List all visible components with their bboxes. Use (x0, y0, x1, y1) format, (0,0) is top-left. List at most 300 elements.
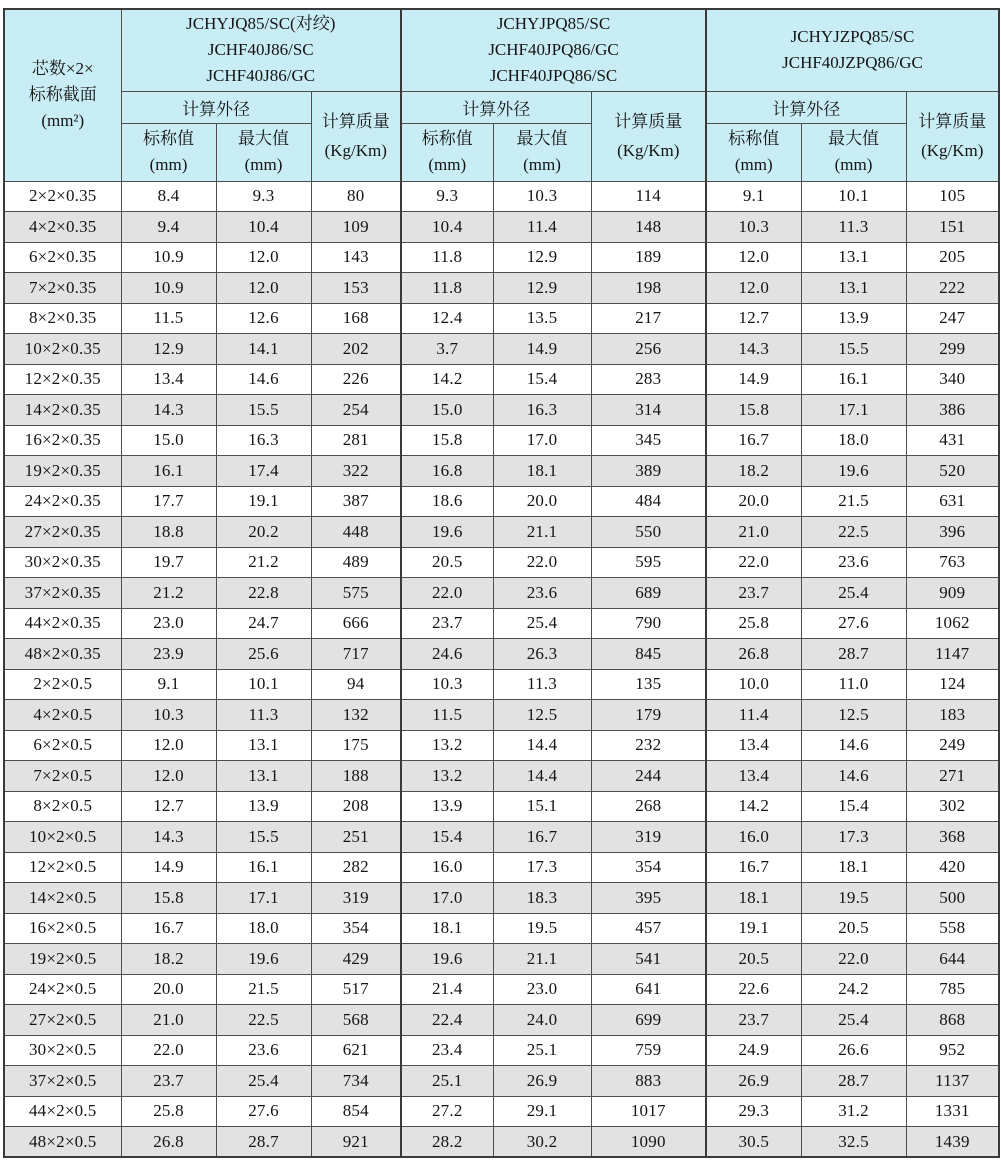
value-cell: 25.8 (706, 608, 801, 639)
value-cell: 13.2 (401, 730, 493, 761)
value-cell: 520 (906, 456, 999, 487)
table-row (4, 608, 999, 639)
cable-spec-table-container (3, 8, 998, 1158)
value-cell: 18.3 (493, 883, 591, 914)
value-cell: 20.0 (121, 974, 216, 1005)
value-cell: 20.5 (401, 547, 493, 578)
value-cell: 11.4 (706, 700, 801, 731)
value-cell: 368 (906, 822, 999, 853)
spec-cell: 16×2×0.35 (4, 425, 121, 456)
group2-models-header (401, 9, 706, 91)
table-row (4, 913, 999, 944)
value-cell: 431 (906, 425, 999, 456)
value-cell: 20.0 (493, 486, 591, 517)
spec-cell: 16×2×0.5 (4, 913, 121, 944)
value-cell: 25.1 (493, 1035, 591, 1066)
value-cell: 18.8 (121, 517, 216, 548)
value-cell: 20.5 (801, 913, 906, 944)
value-cell: 271 (906, 761, 999, 792)
value-cell: 26.8 (706, 639, 801, 670)
value-cell: 16.3 (493, 395, 591, 426)
value-cell: 247 (906, 303, 999, 334)
value-cell: 9.1 (706, 181, 801, 212)
value-cell: 249 (906, 730, 999, 761)
model-name: JCHYJZPQ85/SC (790, 27, 915, 47)
value-cell: 28.7 (801, 639, 906, 670)
value-cell: 952 (906, 1035, 999, 1066)
value-cell: 785 (906, 974, 999, 1005)
value-cell: 12.5 (801, 700, 906, 731)
model-name: JCHYJPQ85/SC (496, 14, 611, 34)
value-cell: 135 (591, 669, 706, 700)
mass-label: 计算质量 (321, 112, 390, 131)
group1-models-header (121, 9, 401, 91)
value-cell: 282 (311, 852, 401, 883)
value-cell: 13.9 (801, 303, 906, 334)
table-row (4, 1035, 999, 1066)
value-cell: 151 (906, 212, 999, 243)
table-row (4, 791, 999, 822)
value-cell: 314 (591, 395, 706, 426)
value-cell: 11.3 (801, 212, 906, 243)
value-cell: 10.9 (121, 242, 216, 273)
value-cell: 29.1 (493, 1096, 591, 1127)
value-cell: 21.5 (801, 486, 906, 517)
value-cell: 27.6 (216, 1096, 311, 1127)
value-cell: 20.2 (216, 517, 311, 548)
value-cell: 19.5 (493, 913, 591, 944)
value-cell: 23.0 (121, 608, 216, 639)
spec-cell: 7×2×0.5 (4, 761, 121, 792)
value-cell: 15.8 (121, 883, 216, 914)
value-cell: 15.8 (706, 395, 801, 426)
spec-cell: 4×2×0.35 (4, 212, 121, 243)
value-cell: 12.7 (121, 791, 216, 822)
value-cell: 883 (591, 1066, 706, 1097)
value-cell: 283 (591, 364, 706, 395)
spec-cell: 19×2×0.5 (4, 944, 121, 975)
table-row (4, 486, 999, 517)
value-cell: 12.0 (216, 273, 311, 304)
value-cell: 23.0 (493, 974, 591, 1005)
spec-cell: 8×2×0.5 (4, 791, 121, 822)
value-cell: 208 (311, 791, 401, 822)
value-cell: 10.4 (401, 212, 493, 243)
spec-cell: 12×2×0.35 (4, 364, 121, 395)
value-cell: 26.9 (706, 1066, 801, 1097)
table-row (4, 303, 999, 334)
value-cell: 10.3 (121, 700, 216, 731)
value-cell: 28.7 (216, 1127, 311, 1158)
value-cell: 10.3 (401, 669, 493, 700)
value-cell: 15.5 (216, 395, 311, 426)
value-cell: 21.2 (216, 547, 311, 578)
value-cell: 12.9 (493, 242, 591, 273)
table-row (4, 425, 999, 456)
value-cell: 18.2 (706, 456, 801, 487)
table-row (4, 242, 999, 273)
value-cell: 18.6 (401, 486, 493, 517)
value-cell: 94 (311, 669, 401, 700)
value-cell: 24.2 (801, 974, 906, 1005)
value-cell: 25.4 (493, 608, 591, 639)
value-cell: 23.7 (706, 578, 801, 609)
value-cell: 222 (906, 273, 999, 304)
table-row (4, 944, 999, 975)
value-cell: 202 (311, 334, 401, 365)
value-cell: 15.4 (801, 791, 906, 822)
table-row (4, 273, 999, 304)
spec-cell: 37×2×0.35 (4, 578, 121, 609)
value-cell: 13.1 (801, 273, 906, 304)
spec-cell: 7×2×0.35 (4, 273, 121, 304)
spec-cell: 4×2×0.5 (4, 700, 121, 731)
value-cell: 19.6 (401, 517, 493, 548)
value-cell: 26.8 (121, 1127, 216, 1158)
value-cell: 13.4 (706, 730, 801, 761)
value-cell: 29.3 (706, 1096, 801, 1127)
value-cell: 1062 (906, 608, 999, 639)
value-cell: 20.0 (706, 486, 801, 517)
value-cell: 17.0 (493, 425, 591, 456)
value-cell: 23.9 (121, 639, 216, 670)
value-cell: 179 (591, 700, 706, 731)
value-cell: 15.5 (801, 334, 906, 365)
table-row (4, 883, 999, 914)
mass-unit: (Kg/Km) (324, 141, 387, 160)
value-cell: 12.6 (216, 303, 311, 334)
table-row (4, 456, 999, 487)
value-cell: 168 (311, 303, 401, 334)
value-cell: 395 (591, 883, 706, 914)
value-cell: 909 (906, 578, 999, 609)
value-cell: 251 (311, 822, 401, 853)
value-cell: 13.5 (493, 303, 591, 334)
group3-outer-diameter-header: 计算外径 (706, 91, 906, 123)
group3-mass-header (906, 91, 999, 181)
value-cell: 11.8 (401, 242, 493, 273)
value-cell: 22.5 (801, 517, 906, 548)
value-cell: 763 (906, 547, 999, 578)
value-cell: 13.1 (216, 761, 311, 792)
group1-maximum-header: 最大值 (mm) (216, 123, 311, 181)
model-name: JCHF40JZPQ86/GC (782, 53, 923, 73)
model-name: JCHF40J86/GC (206, 66, 316, 86)
value-cell: 18.0 (216, 913, 311, 944)
value-cell: 921 (311, 1127, 401, 1158)
table-row (4, 395, 999, 426)
corner-header-line: 芯数×2× (31, 59, 94, 79)
table-row (4, 669, 999, 700)
spec-cell: 30×2×0.35 (4, 547, 121, 578)
value-cell: 23.7 (121, 1066, 216, 1097)
value-cell: 23.7 (706, 1005, 801, 1036)
value-cell: 11.0 (801, 669, 906, 700)
value-cell: 631 (906, 486, 999, 517)
value-cell: 14.9 (121, 852, 216, 883)
spec-cell: 8×2×0.35 (4, 303, 121, 334)
value-cell: 18.0 (801, 425, 906, 456)
spec-cell: 6×2×0.5 (4, 730, 121, 761)
value-cell: 28.7 (801, 1066, 906, 1097)
value-cell: 550 (591, 517, 706, 548)
table-row (4, 212, 999, 243)
value-cell: 15.8 (401, 425, 493, 456)
value-cell: 13.1 (216, 730, 311, 761)
spec-cell: 27×2×0.35 (4, 517, 121, 548)
group2-maximum-header: 最大值 (mm) (493, 123, 591, 181)
value-cell: 12.0 (706, 242, 801, 273)
value-cell: 10.4 (216, 212, 311, 243)
value-cell: 16.3 (216, 425, 311, 456)
value-cell: 23.6 (801, 547, 906, 578)
value-cell: 868 (906, 1005, 999, 1036)
value-cell: 9.3 (216, 181, 311, 212)
value-cell: 23.6 (493, 578, 591, 609)
value-cell: 10.3 (493, 181, 591, 212)
mass-label: 计算质量 (918, 112, 987, 131)
group2-outer-diameter-header: 计算外径 (401, 91, 591, 123)
table-row (4, 1005, 999, 1036)
value-cell: 302 (906, 791, 999, 822)
spec-cell: 24×2×0.35 (4, 486, 121, 517)
value-cell: 10.3 (706, 212, 801, 243)
value-cell: 109 (311, 212, 401, 243)
value-cell: 19.5 (801, 883, 906, 914)
value-cell: 319 (591, 822, 706, 853)
table-body (4, 181, 999, 1157)
value-cell: 595 (591, 547, 706, 578)
value-cell: 28.2 (401, 1127, 493, 1158)
mass-label: 计算质量 (614, 112, 683, 131)
value-cell: 22.0 (121, 1035, 216, 1066)
value-cell: 21.0 (121, 1005, 216, 1036)
value-cell: 12.0 (706, 273, 801, 304)
corner-header (4, 9, 121, 181)
value-cell: 541 (591, 944, 706, 975)
value-cell: 14.3 (706, 334, 801, 365)
value-cell: 25.4 (801, 578, 906, 609)
value-cell: 19.1 (216, 486, 311, 517)
value-cell: 14.2 (401, 364, 493, 395)
value-cell: 641 (591, 974, 706, 1005)
spec-cell: 48×2×0.5 (4, 1127, 121, 1158)
model-name: JCHF40JPQ86/SC (489, 66, 618, 86)
table-row (4, 730, 999, 761)
value-cell: 15.5 (216, 822, 311, 853)
value-cell: 12.0 (121, 761, 216, 792)
value-cell: 22.5 (216, 1005, 311, 1036)
table-row (4, 1127, 999, 1158)
table-row (4, 181, 999, 212)
value-cell: 13.1 (801, 242, 906, 273)
value-cell: 386 (906, 395, 999, 426)
value-cell: 18.1 (706, 883, 801, 914)
value-cell: 389 (591, 456, 706, 487)
value-cell: 22.4 (401, 1005, 493, 1036)
value-cell: 10.1 (801, 181, 906, 212)
spec-cell: 10×2×0.35 (4, 334, 121, 365)
value-cell: 23.4 (401, 1035, 493, 1066)
value-cell: 217 (591, 303, 706, 334)
value-cell: 9.4 (121, 212, 216, 243)
group3-models-header (706, 9, 999, 91)
spec-cell: 19×2×0.35 (4, 456, 121, 487)
value-cell: 1137 (906, 1066, 999, 1097)
value-cell: 13.9 (216, 791, 311, 822)
value-cell: 1331 (906, 1096, 999, 1127)
value-cell: 15.1 (493, 791, 591, 822)
value-cell: 1439 (906, 1127, 999, 1158)
value-cell: 621 (311, 1035, 401, 1066)
value-cell: 21.5 (216, 974, 311, 1005)
table-row (4, 334, 999, 365)
value-cell: 21.1 (493, 944, 591, 975)
value-cell: 3.7 (401, 334, 493, 365)
value-cell: 16.7 (706, 425, 801, 456)
table-row (4, 547, 999, 578)
value-cell: 345 (591, 425, 706, 456)
value-cell: 16.7 (121, 913, 216, 944)
model-name: JCHYJQ85/SC(对绞) (186, 14, 336, 34)
value-cell: 31.2 (801, 1096, 906, 1127)
value-cell: 12.9 (121, 334, 216, 365)
table-row (4, 761, 999, 792)
table-row (4, 1096, 999, 1127)
value-cell: 16.0 (706, 822, 801, 853)
value-cell: 26.6 (801, 1035, 906, 1066)
value-cell: 558 (906, 913, 999, 944)
value-cell: 16.1 (216, 852, 311, 883)
value-cell: 24.0 (493, 1005, 591, 1036)
value-cell: 10.1 (216, 669, 311, 700)
value-cell: 25.4 (801, 1005, 906, 1036)
value-cell: 17.1 (801, 395, 906, 426)
value-cell: 717 (311, 639, 401, 670)
value-cell: 244 (591, 761, 706, 792)
value-cell: 232 (591, 730, 706, 761)
value-cell: 13.4 (706, 761, 801, 792)
value-cell: 188 (311, 761, 401, 792)
value-cell: 15.4 (401, 822, 493, 853)
value-cell: 340 (906, 364, 999, 395)
group3-nominal-header: 标称值 (mm) (706, 123, 801, 181)
value-cell: 15.0 (401, 395, 493, 426)
value-cell: 14.9 (706, 364, 801, 395)
spec-cell: 12×2×0.5 (4, 852, 121, 883)
spec-cell: 6×2×0.35 (4, 242, 121, 273)
value-cell: 9.3 (401, 181, 493, 212)
value-cell: 575 (311, 578, 401, 609)
mass-unit: (Kg/Km) (921, 141, 984, 160)
value-cell: 26.3 (493, 639, 591, 670)
value-cell: 10.0 (706, 669, 801, 700)
group2-nominal-header: 标称值 (mm) (401, 123, 493, 181)
value-cell: 12.9 (493, 273, 591, 304)
value-cell: 689 (591, 578, 706, 609)
value-cell: 27.2 (401, 1096, 493, 1127)
value-cell: 666 (311, 608, 401, 639)
table-row (4, 974, 999, 1005)
value-cell: 14.9 (493, 334, 591, 365)
value-cell: 644 (906, 944, 999, 975)
value-cell: 226 (311, 364, 401, 395)
value-cell: 568 (311, 1005, 401, 1036)
value-cell: 22.0 (706, 547, 801, 578)
group1-mass-header (311, 91, 401, 181)
value-cell: 80 (311, 181, 401, 212)
value-cell: 30.5 (706, 1127, 801, 1158)
group3-maximum-header: 最大值 (mm) (801, 123, 906, 181)
table-row (4, 1066, 999, 1097)
value-cell: 114 (591, 181, 706, 212)
mass-unit: (Kg/Km) (617, 141, 680, 160)
spec-cell: 44×2×0.5 (4, 1096, 121, 1127)
value-cell: 15.4 (493, 364, 591, 395)
value-cell: 17.3 (493, 852, 591, 883)
value-cell: 11.3 (493, 669, 591, 700)
group2-mass-header (591, 91, 706, 181)
value-cell: 23.7 (401, 608, 493, 639)
value-cell: 32.5 (801, 1127, 906, 1158)
value-cell: 17.4 (216, 456, 311, 487)
value-cell: 30.2 (493, 1127, 591, 1158)
value-cell: 22.6 (706, 974, 801, 1005)
value-cell: 11.8 (401, 273, 493, 304)
value-cell: 27.6 (801, 608, 906, 639)
value-cell: 11.3 (216, 700, 311, 731)
table-row (4, 364, 999, 395)
value-cell: 12.7 (706, 303, 801, 334)
value-cell: 189 (591, 242, 706, 273)
table-row (4, 639, 999, 670)
value-cell: 183 (906, 700, 999, 731)
model-name: JCHF40J86/SC (207, 40, 314, 60)
value-cell: 198 (591, 273, 706, 304)
value-cell: 12.0 (121, 730, 216, 761)
value-cell: 20.5 (706, 944, 801, 975)
value-cell: 484 (591, 486, 706, 517)
value-cell: 517 (311, 974, 401, 1005)
spec-cell: 24×2×0.5 (4, 974, 121, 1005)
value-cell: 17.1 (216, 883, 311, 914)
value-cell: 14.3 (121, 395, 216, 426)
value-cell: 21.4 (401, 974, 493, 1005)
spec-cell: 14×2×0.5 (4, 883, 121, 914)
value-cell: 153 (311, 273, 401, 304)
spec-cell: 37×2×0.5 (4, 1066, 121, 1097)
value-cell: 10.9 (121, 273, 216, 304)
spec-cell: 2×2×0.5 (4, 669, 121, 700)
value-cell: 23.6 (216, 1035, 311, 1066)
value-cell: 132 (311, 700, 401, 731)
value-cell: 105 (906, 181, 999, 212)
value-cell: 24.7 (216, 608, 311, 639)
value-cell: 22.0 (401, 578, 493, 609)
value-cell: 429 (311, 944, 401, 975)
value-cell: 18.1 (801, 852, 906, 883)
table-row (4, 822, 999, 853)
value-cell: 1017 (591, 1096, 706, 1127)
group1-nominal-header: 标称值 (mm) (121, 123, 216, 181)
value-cell: 354 (591, 852, 706, 883)
value-cell: 268 (591, 791, 706, 822)
value-cell: 489 (311, 547, 401, 578)
value-cell: 13.4 (121, 364, 216, 395)
value-cell: 13.9 (401, 791, 493, 822)
value-cell: 175 (311, 730, 401, 761)
value-cell: 854 (311, 1096, 401, 1127)
